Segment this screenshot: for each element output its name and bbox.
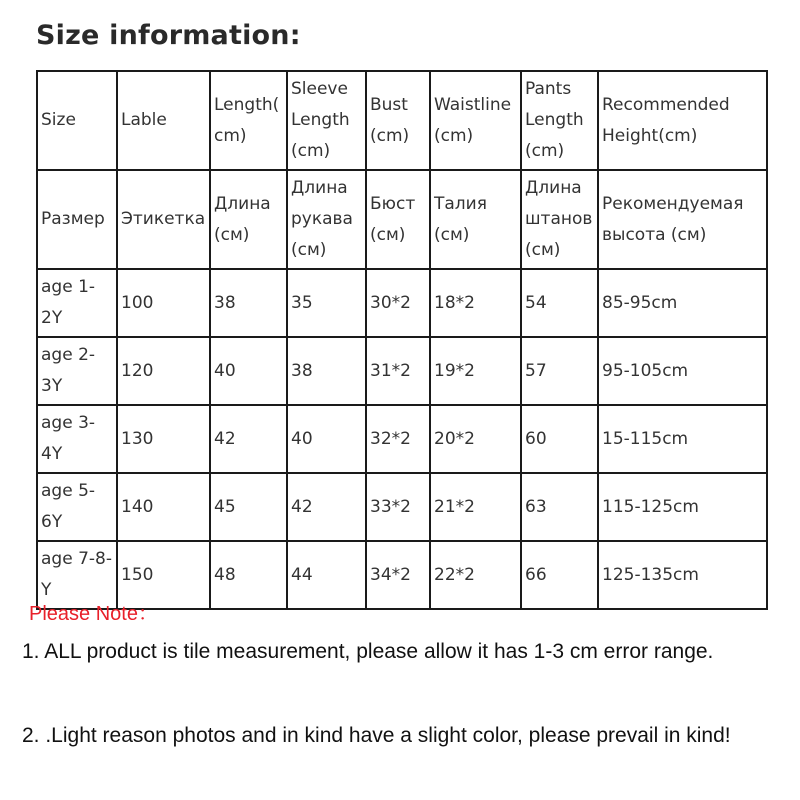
table-cell: 31*2: [366, 337, 430, 405]
table-row: [37, 405, 767, 473]
table-cell: age 1-2Y: [37, 269, 117, 337]
table-cell: 42: [210, 405, 287, 473]
table-cell: 38: [210, 269, 287, 337]
table-cell: 32*2: [366, 405, 430, 473]
header-cell: Бюст (см): [366, 170, 430, 269]
table-row: [37, 473, 767, 541]
table-cell: 18*2: [430, 269, 521, 337]
table-cell: 34*2: [366, 541, 430, 609]
table-cell: 125-135cm: [598, 541, 767, 609]
header-cell: Длина штанов (см): [521, 170, 598, 269]
table-cell: age 7-8-Y: [37, 541, 117, 609]
table-cell: 95-105cm: [598, 337, 767, 405]
table-cell: 45: [210, 473, 287, 541]
note-item: 1. ALL product is tile measurement, please allow it has 1-3 cm error range.: [22, 640, 714, 663]
table-row: [37, 337, 767, 405]
table-cell: 150: [117, 541, 210, 609]
table-cell: 40: [210, 337, 287, 405]
header-cell: Длина рукава (см): [287, 170, 366, 269]
table-cell: 21*2: [430, 473, 521, 541]
table-cell: 48: [210, 541, 287, 609]
table-cell: 115-125cm: [598, 473, 767, 541]
note-title: Please Note：: [29, 603, 158, 625]
header-cell: Pants Length (cm): [521, 71, 598, 170]
header-cell: Sleeve Length (cm): [287, 71, 366, 170]
table-cell: age 5-6Y: [37, 473, 117, 541]
header-cell: Талия (см): [430, 170, 521, 269]
page-title: Size information:: [36, 20, 301, 51]
table-cell: 22*2: [430, 541, 521, 609]
table-cell: 85-95cm: [598, 269, 767, 337]
table-cell: 140: [117, 473, 210, 541]
table-cell: 130: [117, 405, 210, 473]
table-cell: 66: [521, 541, 598, 609]
table-cell: 57: [521, 337, 598, 405]
header-cell: Recommended Height(cm): [598, 71, 767, 170]
table-cell: age 2-3Y: [37, 337, 117, 405]
header-cell: Этикетка: [117, 170, 210, 269]
table-cell: 63: [521, 473, 598, 541]
table-cell: 15-115cm: [598, 405, 767, 473]
header-cell: Waistline (cm): [430, 71, 521, 170]
header-cell: Length(cm): [210, 71, 287, 170]
table-cell: 44: [287, 541, 366, 609]
table-cell: 40: [287, 405, 366, 473]
header-row-ru: [37, 170, 767, 269]
table-cell: 30*2: [366, 269, 430, 337]
table-cell: 42: [287, 473, 366, 541]
header-cell: Size: [37, 71, 117, 170]
table-row: [37, 269, 767, 337]
header-cell: Размер: [37, 170, 117, 269]
table-cell: 19*2: [430, 337, 521, 405]
header-cell: Bust (cm): [366, 71, 430, 170]
size-table: [36, 70, 768, 610]
header-cell: Рекомендуемая высота (см): [598, 170, 767, 269]
table-cell: 60: [521, 405, 598, 473]
table-cell: 35: [287, 269, 366, 337]
table-cell: 20*2: [430, 405, 521, 473]
note-item: 2. .Light reason photos and in kind have a slight color, please prevail in kind!: [22, 724, 731, 747]
table-cell: 54: [521, 269, 598, 337]
header-row-en: [37, 71, 767, 170]
table-cell: 33*2: [366, 473, 430, 541]
header-cell: Lable: [117, 71, 210, 170]
table-cell: 100: [117, 269, 210, 337]
table-cell: 120: [117, 337, 210, 405]
header-cell: Длина (см): [210, 170, 287, 269]
table-cell: 38: [287, 337, 366, 405]
table-cell: age 3-4Y: [37, 405, 117, 473]
